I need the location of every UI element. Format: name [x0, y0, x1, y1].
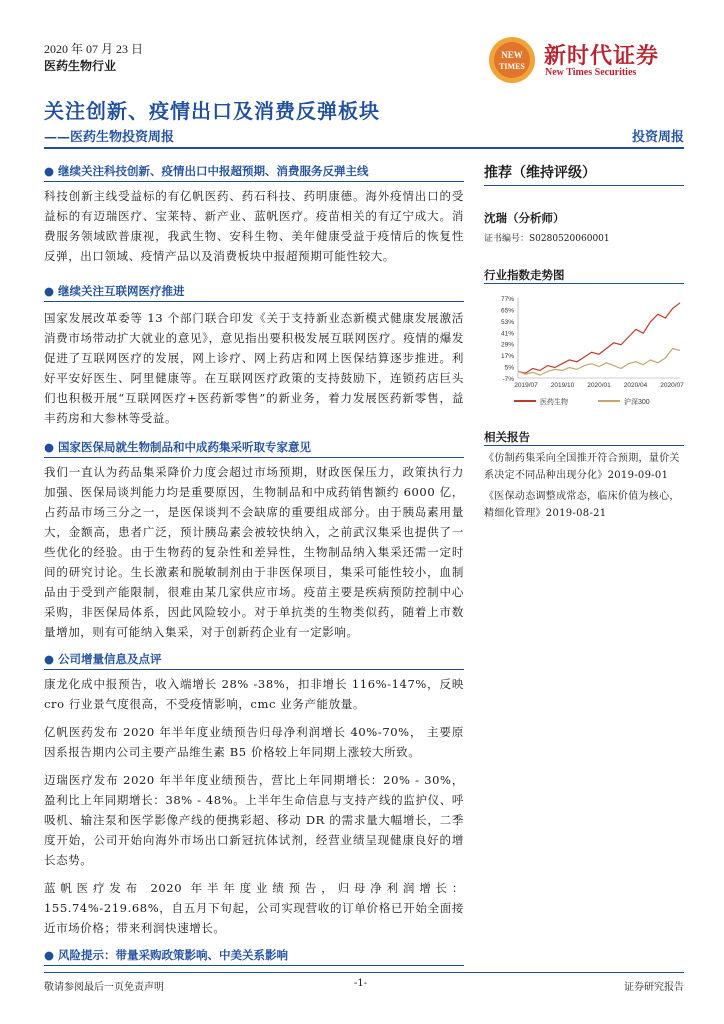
y-tick-label: -7% — [502, 376, 514, 383]
x-tick-label: 2020/07 — [660, 382, 684, 389]
analyst-name: 沈瑞（分析师） — [484, 211, 565, 225]
report-subtitle: ——医药生物投资周报 — [44, 130, 175, 145]
y-tick-label: 65% — [500, 307, 514, 315]
logo-name-en: New Times Securities — [545, 67, 637, 78]
footer-divider — [44, 972, 684, 973]
y-tick-label: 29% — [500, 341, 514, 349]
section-heading: ● 公司增量信息及点评 — [44, 648, 464, 670]
legend-label: 沪深300 — [624, 399, 650, 406]
company-logo — [488, 36, 688, 84]
analyst-cert-label: 证书编号： — [484, 234, 530, 244]
footer-disclaimer[interactable]: 敬请参阅最后一页免责声明 — [44, 982, 164, 993]
report-title: 关注创新、疫情出口及消费反弹板块 — [44, 99, 380, 123]
section-heading: ● 国家医保局就生物制品和中成药集采听取专家意见 — [44, 436, 464, 458]
related-reports-title: 相关报告 — [484, 428, 684, 446]
section-internet-medical — [44, 280, 464, 428]
section-procurement — [44, 436, 464, 642]
x-tick-label: 2019/10 — [550, 382, 575, 389]
index-chart-title: 行业指数走势图 — [484, 266, 684, 284]
bullet-icon: ● — [44, 440, 55, 454]
logo-mark-line-2: TIMES — [499, 62, 525, 71]
bullet-icon: ● — [44, 652, 55, 666]
x-tick-label: 2020/04 — [623, 382, 648, 389]
y-tick-label: 53% — [500, 318, 514, 326]
analyst-cert-no: S0280520060001 — [529, 234, 610, 244]
bullet-icon: ● — [44, 948, 55, 962]
x-tick-label: 2019/07 — [514, 382, 538, 389]
bullet-icon: ● — [44, 284, 55, 298]
rating: 推荐（维持评级） — [484, 160, 684, 186]
bullet-icon: ● — [44, 164, 55, 178]
title-divider — [44, 147, 684, 149]
logo-name-cn: 新时代证券 — [544, 43, 660, 69]
y-tick-label: 17% — [500, 353, 514, 361]
series-line-沪深300 — [518, 349, 680, 376]
section-paragraph: 迈瑞医疗发布 2020 年半年度业绩预告，营比上年同期增长：20% - 30%，盈利比上年同期增长：38% - 48%。上半年生命信息与支持产线的监护仪、呼吸机、输注泵和医学影像产线的便携彩超、移动 DR 的需求量大幅增长，二季度开始，公司开始向海外市场出口新冠抗体试剂，经营业绩呈现健康良好的增长态势。 — [44, 773, 464, 867]
section-paragraph: 蓝帆医疗发布 2020 年半年度业绩预告，归母净利润增长：155.74%-219.68%，自五月下旬起，公司实现营收的订单价格已开始全面接近市场价格；带来利润快速增长。 — [44, 881, 464, 935]
related-report-item[interactable]: 《仿制药集采向全国推开符合预期，量价关系决定不同品种出现分化》2019-09-01 — [484, 453, 680, 481]
section-paragraph: 康龙化成中报预告，收入端增长 28% -38%，扣非增长 116%-147%，反映 cro 行业景气度很高，不受疫情影响，cmc 业务产能放量。 — [44, 677, 464, 711]
index-chart — [484, 290, 684, 420]
section-heading: ● 继续关注互联网医疗推进 — [44, 280, 464, 302]
footer-report-label: 证券研究报告 — [624, 982, 684, 993]
section-tech-innovation — [44, 160, 464, 266]
section-paragraph: 国家发展改革委等 13 个部门联合印发《关于支持新业态新模式健康发展激活消费市场带动扩大就业的意见》，意见指出要积极发展互联网医疗。疫情的爆发促进了互联网医疗的发展，网上诊疗、网上药店和网上医保结算逐步推进。利好平安好医生、阿里健康等。在互联网医疗政策的支持鼓励下，连锁药店巨头们也积极开展“互联网医疗+医药新零售”的新业务，着力发展医药新零售，益丰药房和大参林等受益。 — [44, 311, 464, 425]
related-report-item[interactable]: 《医保动态调整成常态，临床价值为核心，精细化管理》2019-08-21 — [484, 491, 680, 519]
x-tick-label: 2020/01 — [587, 382, 611, 389]
section-heading: ● 继续关注科技创新、疫情出口中报超预期、消费服务反弹主线 — [44, 160, 464, 182]
report-type: 投资周报 — [631, 130, 684, 145]
series-line-医药生物 — [518, 303, 680, 373]
section-risk — [44, 944, 464, 966]
y-tick-label: 77% — [500, 296, 514, 303]
logo-mark-line-1: NEW — [501, 50, 523, 60]
y-tick-label: 5% — [504, 364, 514, 372]
logo-mark — [488, 36, 536, 84]
y-tick-label: 41% — [500, 330, 514, 338]
page-number: -1- — [354, 978, 368, 989]
section-paragraph: 亿帆医药发布 2020 年半年度业绩预告归母净利润增长 40%-70%， 主要原因系报告期内公司主要产品维生素 B5 价格较上年同期上涨较大所致。 — [44, 725, 464, 759]
main-content — [44, 160, 464, 970]
section-paragraph: 科技创新主线受益标的有亿帆医药、药石科技、药明康德。海外疫情出口的受益标的有迈瑞医疗、宝莱特、新产业、蓝帆医疗。疫苗相关的有辽宁成大。消费服务领域欧普康视，我武生物、安科生物、美年健康受益于疫情后的恢复性反弹，出口领域、疫情产品以及消费板块中报超预期可能性较大。 — [44, 189, 464, 263]
sector-label: 医药生物行业 — [44, 59, 117, 73]
report-date: 2020 年 07 月 23 日 — [44, 42, 144, 56]
legend-label: 医药生物 — [540, 399, 568, 406]
section-heading: ● 风险提示：带量采购政策影响、中美关系影响 — [44, 944, 464, 966]
section-paragraph: 我们一直认为药品集采降价力度会超过市场预期，财政医保压力，政策执行力加强、医保局谈判能力均是重要原因，生物制品和中成药销售额约 6000 亿，占药品市场三分之一，是医保谈判不会缺席的重要组成部分。由于胰岛素用量大，金额高，患者广泛，预计胰岛素会被较快纳入，之前武汉集采也提供了一些优化的经验。由于生物药的复杂性和差异性，生物制品纳入集采还需一定时间的研究讨论。生长激素和脱敏制剂由于非医保项目，集采可能性较小，血制品由于受到产能限制，很难由某几家供应市场。疫苗主要是疾病预防控制中心采购，非医保局体系，因此风险较小。对于单抗类的生物类似药，随着上市数量增加，则有可能纳入集采，对于创新药企业有一定影响。 — [44, 465, 464, 639]
analyst-cert — [484, 231, 684, 244]
section-company-updates — [44, 648, 464, 938]
sidebar — [484, 160, 684, 522]
